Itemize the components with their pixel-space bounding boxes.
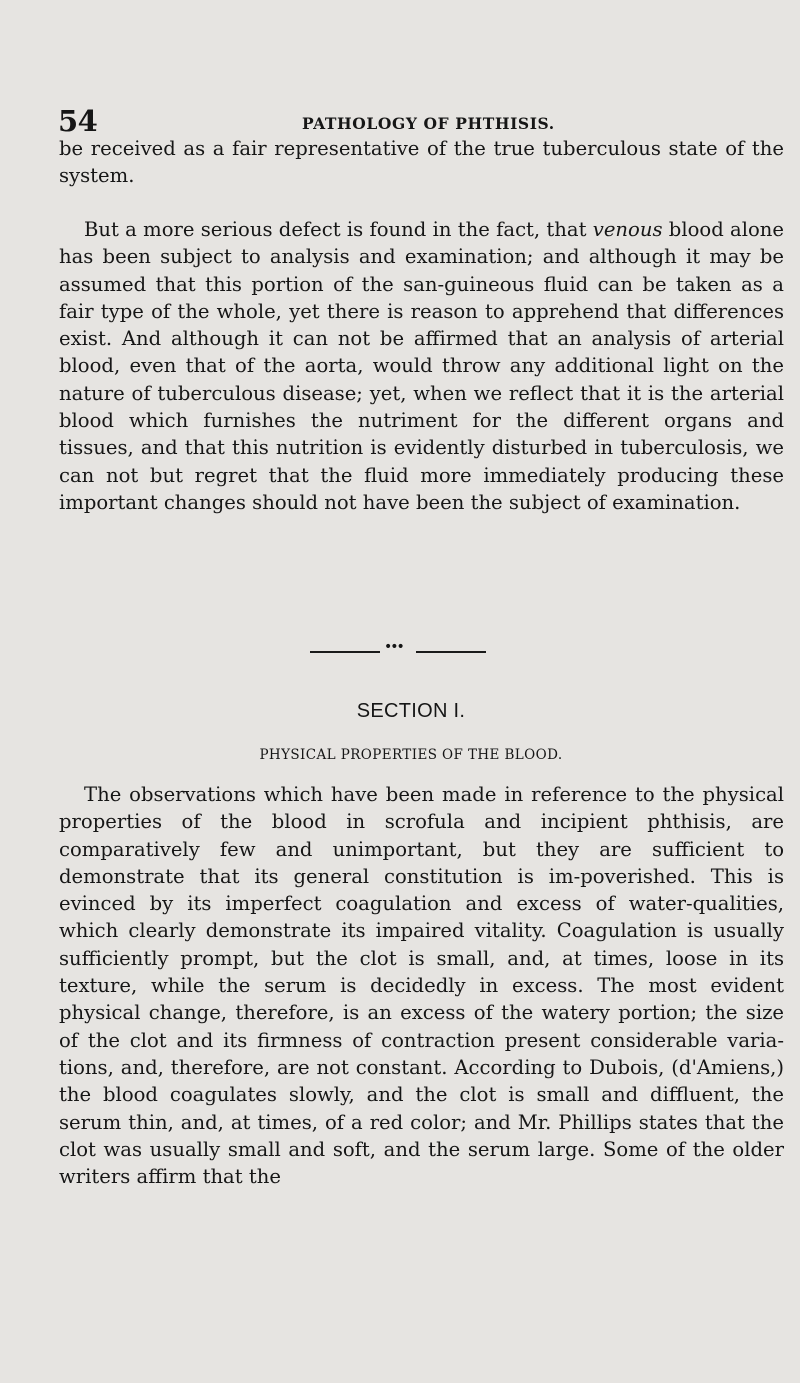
- divider-rule-right: [416, 651, 486, 653]
- paragraph-continuation: be received as a fair representative of the true tuberculous state of the system.: [59, 137, 784, 188]
- paragraph-text-start: But a more serious defect is found in the fact, that: [84, 218, 593, 241]
- running-head: [58, 104, 784, 138]
- paragraph-venous-blood: [59, 216, 784, 516]
- paragraph-physical-properties: The observations which have been made in reference to the physical properties of the blood in scrofula and incipient phthisis, are comparatively few and unimportant, but they are sufficient to demonstrate that its general constitution is im-poverished. This is evinced by its imperfect coagulation and excess of water-qualities, which clearly demonstrate its impaired vitality. Coagulation is usually sufficiently prompt, but the clot is small, and, at times, loose in its texture, while the serum is decidedly in excess. The most evident physical change, therefore, is an excess of the watery portion; the size of the clot and its firmness of contraction present considerable varia-tions, and, therefore, are not constant. According to Dubois, (d'Amiens,) the blood coagulates slowly, and the clot is small and diffluent, the serum thin, and, at times, of a red color; and Mr. Phillips states that the clot was usually small and soft, and the serum large. Some of the older writers affirm that the: [59, 783, 784, 1189]
- section-heading: SECTION I.: [356, 700, 466, 722]
- section-subtitle: PHYSICAL PROPERTIES OF THE BLOOD.: [259, 747, 563, 763]
- running-title: PATHOLOGY OF PHTHISIS.: [302, 114, 555, 133]
- emphasis-venous: venous: [592, 218, 663, 241]
- section-divider-ornament: [310, 639, 486, 656]
- divider-rule-left: [310, 651, 380, 653]
- page-number: 54: [58, 104, 98, 138]
- divider-dots: •••: [384, 639, 403, 655]
- paragraph-text-end: blood alone has been subject to analysis and examination; and although it may be assumed that this portion of the san-guineous fluid can be taken as a fair type of the whole, yet there is reason to apprehend that differences exist. And although it can not be affirmed that an analysis of arterial blood, even that of the aorta, would throw any additional light on the nature of tuberculous disease; yet, when we reflect that it is the arterial blood which furnishes the nutriment for the different organs and tissues, and that this nutrition is evidently disturbed in tuberculosis, we can not but regret that the fluid more immediately producing these important changes should not have been the subject of examination.: [59, 218, 784, 514]
